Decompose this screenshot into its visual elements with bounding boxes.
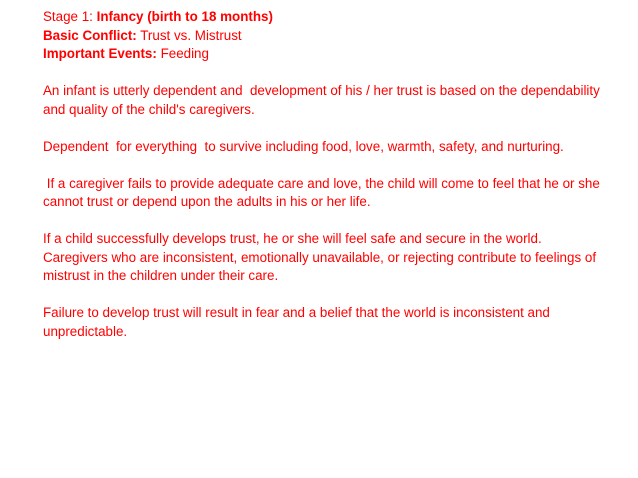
conflict-value: Trust vs. Mistrust [136,27,242,43]
slide-content [43,8,603,341]
paragraph-trust-failure: Failure to develop trust will result in fear and a belief that the world is inconsistent and unpredictable. [43,305,554,339]
paragraph-trust-success: If a child successfully develops trust, he or she will feel safe and secure in the world. Caregivers who are inconsistent, emotionally unavailable, or rejecting contribute to feelings of mistrust in the children under their care. [43,231,600,283]
conflict-label: Basic Conflict: [43,27,137,43]
stage-label: Stage 1: [43,9,97,24]
events-line [43,45,603,64]
events-label: Important Events: [43,46,157,61]
stage-line [43,8,603,27]
stage-value: Infancy (birth to 18 months) [96,9,273,24]
header-block [43,8,603,64]
paragraph-dependency: An infant is utterly dependent and development of his / her trust is based on the dependability and quality of the child's caregivers. [43,83,604,117]
paragraph-caregiver-failure: If a caregiver fails to provide adequate care and love, the child will come to feel that he or she cannot trust or depend upon the adults in his or her life. [43,175,604,209]
conflict-line [43,27,603,46]
events-value: Feeding [156,46,209,61]
paragraph-needs: Dependent for everything to survive including food, love, warmth, safety, and nurturing. [43,138,564,154]
